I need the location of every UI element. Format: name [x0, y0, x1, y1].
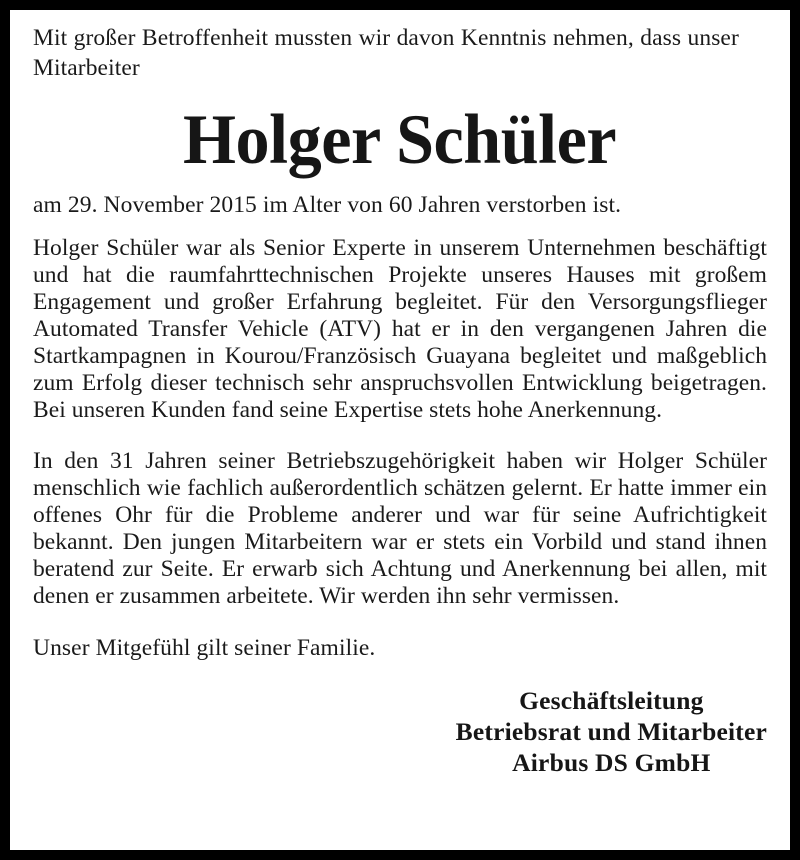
intro-text: Mit großer Betroffenheit mussten wir davon Kenntnis nehmen, dass unser Mitarbeiter	[33, 25, 739, 81]
signature-line-company: Airbus DS GmbH	[512, 748, 711, 777]
notice-content	[33, 23, 767, 778]
body-paragraph-2: In den 31 Jahren seiner Betriebszugehörigkeit haben wir Holger Schüler menschlich wie fachlich außerordentlich schätzen gelernt. Er hatte immer ein offenes Ohr für die Probleme anderer und war für seine Aufrichtigkeit bekannt. Den jungen Mitarbeitern war er stets ein Vorbild und stand ihnen beratend zur Seite. Er erwarb sich Achtung und Anerkennung bei allen, mit denen er zusammen arbeitete. Wir werden ihn sehr vermissen.	[33, 447, 767, 609]
signature-line-management: Geschäftsleitung	[519, 686, 704, 715]
death-dateline: am 29. November 2015 im Alter von 60 Jahren verstorben ist.	[33, 192, 622, 218]
notice-inner-panel	[10, 10, 790, 850]
condolence-text: Unser Mitgefühl gilt seiner Familie.	[33, 635, 376, 661]
signature-line-works-council: Betriebsrat und Mitarbeiter	[455, 717, 767, 746]
body-paragraph-1: Holger Schüler war als Senior Experte in unserem Unternehmen beschäftigt und hat die raumfahrttechnischen Projekte unseres Hauses mit großem Engagement und großer Erfahrung begleitet. Für den Versorgungsflieger Automated Transfer Vehicle (ATV) hat er in den vergangenen Jahren die Startkampagnen in Kourou/Französisch Guayana begleitet und maßgeblich zum Erfolg dieser technisch sehr anspruchsvollen Entwicklung beigetragen. Bei unseren Kunden fand seine Expertise stets hohe Anerkennung.	[33, 235, 767, 423]
signature-lines	[456, 685, 767, 778]
deceased-name-block	[33, 96, 767, 184]
signature-block	[33, 685, 767, 778]
deceased-name: Holger Schüler	[183, 101, 617, 179]
